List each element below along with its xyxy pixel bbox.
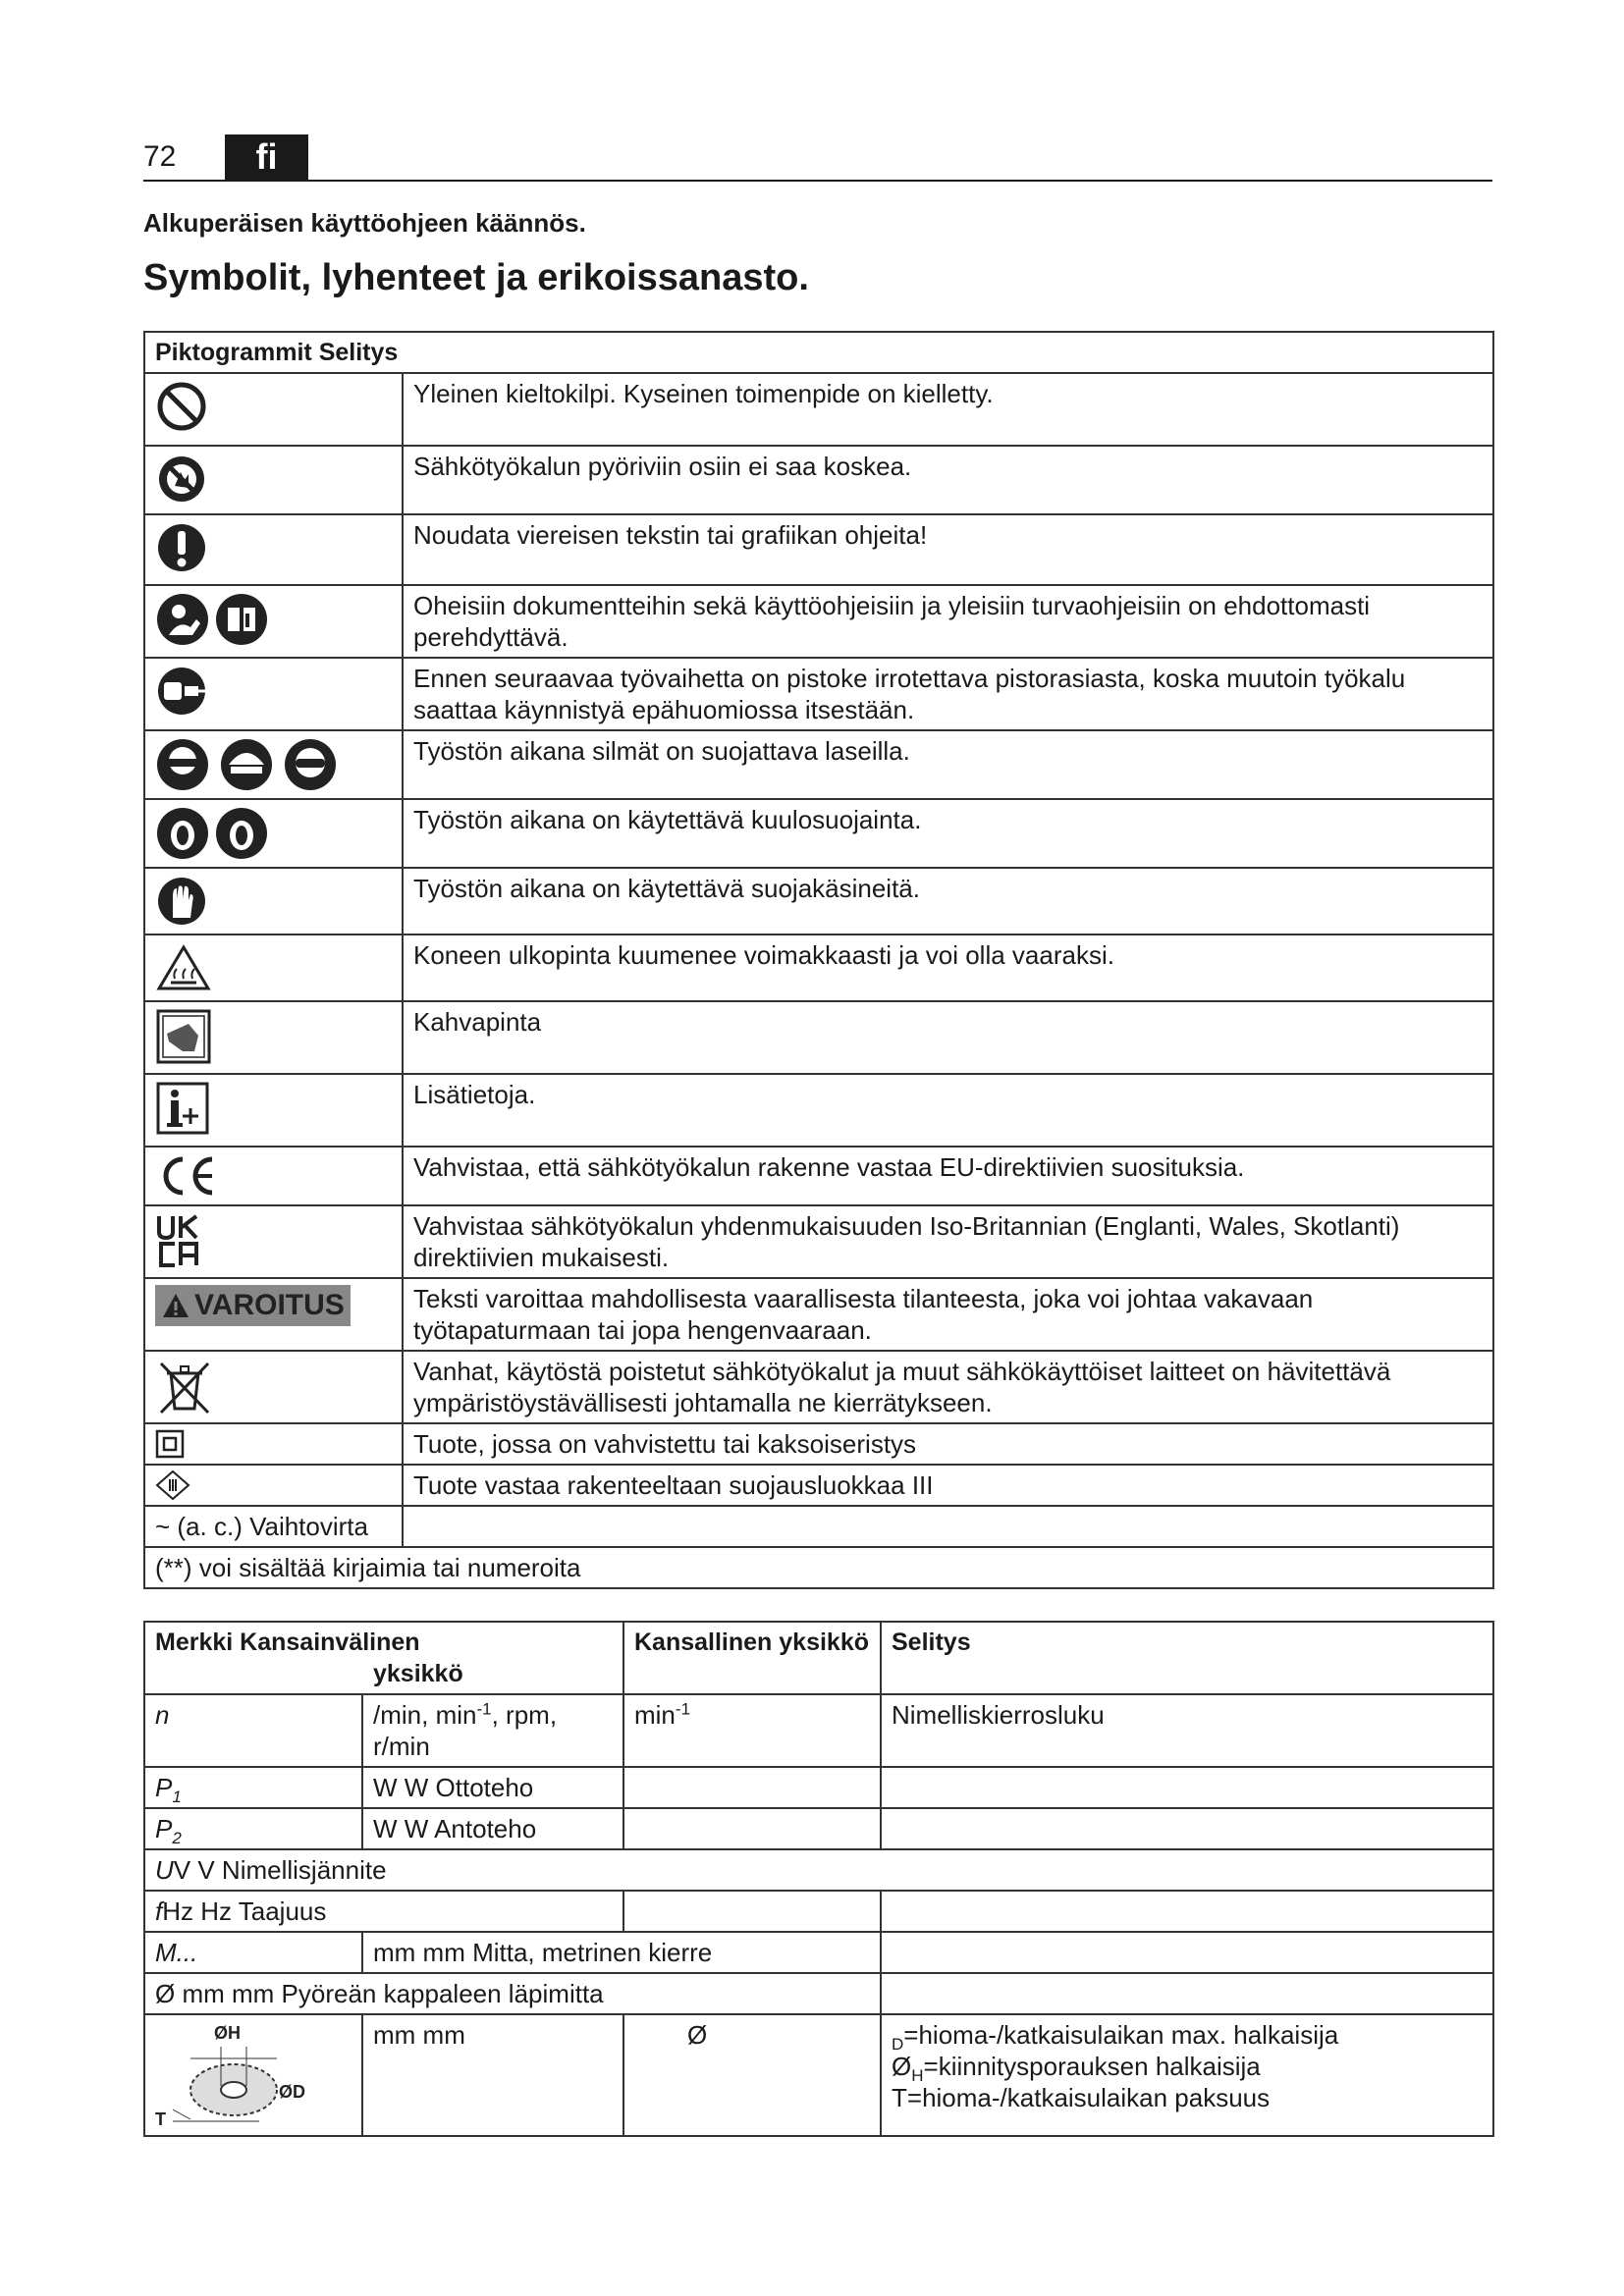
exclamation-icon <box>155 521 208 574</box>
warning-label-icon <box>155 1285 351 1326</box>
table-row-footer-ac: ~ (a. c.) Vaihtovirta <box>144 1506 403 1547</box>
document-subtitle: Alkuperäisen käyttöohjeen käännös. <box>143 208 586 238</box>
no-touch-rotating-parts-icon <box>155 453 208 506</box>
table-row-icon <box>144 1351 403 1423</box>
grinding-disc-diagram-icon <box>151 2019 348 2129</box>
prohibition-icon <box>155 380 208 433</box>
table-row-icon <box>144 934 403 1001</box>
unit-row-diameter: Ø mm mm Pyöreän kappaleen läpimitta <box>144 1973 881 2014</box>
units-header-symbol: Merkki Kansainvälinen yksikkö <box>144 1622 623 1694</box>
ce-mark-icon <box>155 1153 218 1199</box>
warning-triangle-icon <box>161 1292 190 1319</box>
table-row-empty <box>403 1506 1493 1547</box>
ukca-mark-icon <box>155 1212 204 1269</box>
table-row-text: Ennen seuraavaa työvaihetta on pistoke irrotettava pistorasiasta, koska muutoin työkalu saattaa käynnistyä epähuomiossa itsestään. <box>403 658 1493 730</box>
table-row-text: Yleinen kieltokilpi. Kyseinen toimenpide on kielletty. <box>403 373 1493 446</box>
unit-row-p2-national <box>623 1808 881 1849</box>
table-row-icon <box>144 585 403 658</box>
ear-protection-icon <box>155 806 273 861</box>
unit-row-disc-national: Ø <box>623 2014 881 2136</box>
header-rule <box>143 180 1492 182</box>
table-row-icon <box>144 373 403 446</box>
table-row-text: Sähkötyökalun pyöriviin osiin ei saa koskea. <box>403 446 1493 514</box>
table-row-icon <box>144 1074 403 1147</box>
table-row-icon <box>144 1147 403 1205</box>
table-row-icon <box>144 1205 403 1278</box>
unit-row-disc-desc: $_D$=hioma-/katkaisulaikan max. halkaisija $Ø_H=kiinnitysporauksen$ halkaisija T=hioma-/katkaisulaikan paksuus <box>881 2014 1493 2136</box>
unit-row-m-intl: mm mm Mitta, metrinen kierre <box>362 1932 881 1973</box>
units-table <box>143 1621 1494 2137</box>
table-row-text: Vanhat, käytöstä poistetut sähkötyökalut ja muut sähkökäyttöiset laitteet on hävitettävä ympäristöystävällisesti johtamalla ne kierrätykseen. <box>403 1351 1493 1423</box>
symbols-table <box>143 331 1494 1589</box>
table-row-icon <box>144 446 403 514</box>
unit-row-p1-desc <box>881 1767 1493 1808</box>
table-row-icon <box>144 730 403 799</box>
unit-row-f: fHz Hz Taajuus <box>144 1891 623 1932</box>
gloves-icon <box>155 875 208 928</box>
disc-label-t: T <box>155 2109 166 2129</box>
table-row-icon <box>144 868 403 934</box>
table-row-text: Työstön aikana silmät on suojattava laseilla. <box>403 730 1493 799</box>
table-row-text: Tuote vastaa rakenteeltaan suojausluokkaa III <box>403 1465 1493 1506</box>
table-row-footer-note: (**) voi sisältää kirjaimia tai numeroita <box>144 1547 1493 1588</box>
protection-class-iii-icon <box>155 1469 190 1501</box>
table-row-text: Työstön aikana on käytettävä kuulosuojainta. <box>403 799 1493 868</box>
info-icon <box>155 1081 210 1136</box>
unit-row-m-desc <box>881 1932 1493 1973</box>
unit-row-f-national <box>623 1891 881 1932</box>
disc-label-od: ØD <box>279 2082 305 2102</box>
table-row-text: Työstön aikana on käytettävä suojakäsineitä. <box>403 868 1493 934</box>
table-row-text: Noudata viereisen tekstin tai grafiikan ohjeita! <box>403 514 1493 585</box>
table-row-icon <box>144 514 403 585</box>
unit-row-n-symbol: n <box>144 1694 362 1767</box>
unit-row-f-desc <box>881 1891 1493 1932</box>
eye-protection-icon <box>155 737 338 792</box>
unplug-icon <box>155 665 208 718</box>
page-number: 72 <box>143 140 177 173</box>
table-row-icon <box>144 658 403 730</box>
table-row-text: Oheisiin dokumentteihin sekä käyttöohjeisiin ja yleisiin turvaohjeisiin on ehdottomasti perehdyttävä. <box>403 585 1493 658</box>
unit-row-p2-desc <box>881 1808 1493 1849</box>
unit-row-p2-symbol: $P_2$ <box>144 1808 362 1849</box>
table-row-text: Teksti varoittaa mahdollisesta vaarallisesta tilanteesta, joka voi johtaa vakavaan työtapaturmaan tai jopa hengenvaaraan. <box>403 1278 1493 1351</box>
grip-surface-icon <box>155 1008 212 1065</box>
warning-label-text: VAROITUS <box>194 1289 345 1321</box>
double-insulation-icon <box>155 1429 185 1459</box>
unit-row-p1-symbol: $P_1$ <box>144 1767 362 1808</box>
table-row-icon <box>144 1465 403 1506</box>
unit-row-p2-intl: W W Antoteho <box>362 1808 623 1849</box>
table-row-text: Vahvistaa sähkötyökalun yhdenmukaisuuden Iso-Britannian (Englanti, Wales, Skotlanti) direktiivien mukaisesti. <box>403 1205 1493 1278</box>
unit-row-u: UV V Nimellisjännite <box>144 1849 1493 1891</box>
unit-row-diameter-desc <box>881 1973 1493 2014</box>
weee-bin-icon <box>155 1358 214 1416</box>
unit-row-disc-figure <box>144 2014 362 2136</box>
unit-row-n-desc: Nimelliskierrosluku <box>881 1694 1493 1767</box>
language-tab: fi <box>225 134 308 180</box>
symbols-table-header: Piktogrammit Selitys <box>144 332 1493 373</box>
table-row-text: Kahvapinta <box>403 1001 1493 1074</box>
units-header-description: Selitys <box>881 1622 1493 1694</box>
units-header-national: Kansallinen yksikkö <box>623 1622 881 1694</box>
table-row-icon <box>144 799 403 868</box>
table-row-text: Vahvistaa, että sähkötyökalun rakenne vastaa EU-direktiivien suosituksia. <box>403 1147 1493 1205</box>
hot-surface-icon <box>155 941 212 994</box>
unit-row-p1-intl: W W Ottoteho <box>362 1767 623 1808</box>
disc-label-oh: ØH <box>214 2023 241 2043</box>
unit-row-n-intl: /min, $\min^{-1}$, rpm, r/min <box>362 1694 623 1767</box>
table-row-icon <box>144 1001 403 1074</box>
table-row-text: Koneen ulkopinta kuumenee voimakkaasti ja voi olla vaaraksi. <box>403 934 1493 1001</box>
read-manual-icon <box>155 592 273 647</box>
unit-row-n-national: $\min^{-1}$ <box>623 1694 881 1767</box>
unit-row-p1-national <box>623 1767 881 1808</box>
unit-row-disc-intl: mm mm <box>362 2014 623 2136</box>
page-title: Symbolit, lyhenteet ja erikoissanasto. <box>143 257 809 298</box>
table-row-icon <box>144 1278 403 1351</box>
unit-row-m-symbol: M... <box>144 1932 362 1973</box>
table-row-icon <box>144 1423 403 1465</box>
table-row-text: Tuote, jossa on vahvistettu tai kaksoiseristys <box>403 1423 1493 1465</box>
table-row-text: Lisätietoja. <box>403 1074 1493 1147</box>
